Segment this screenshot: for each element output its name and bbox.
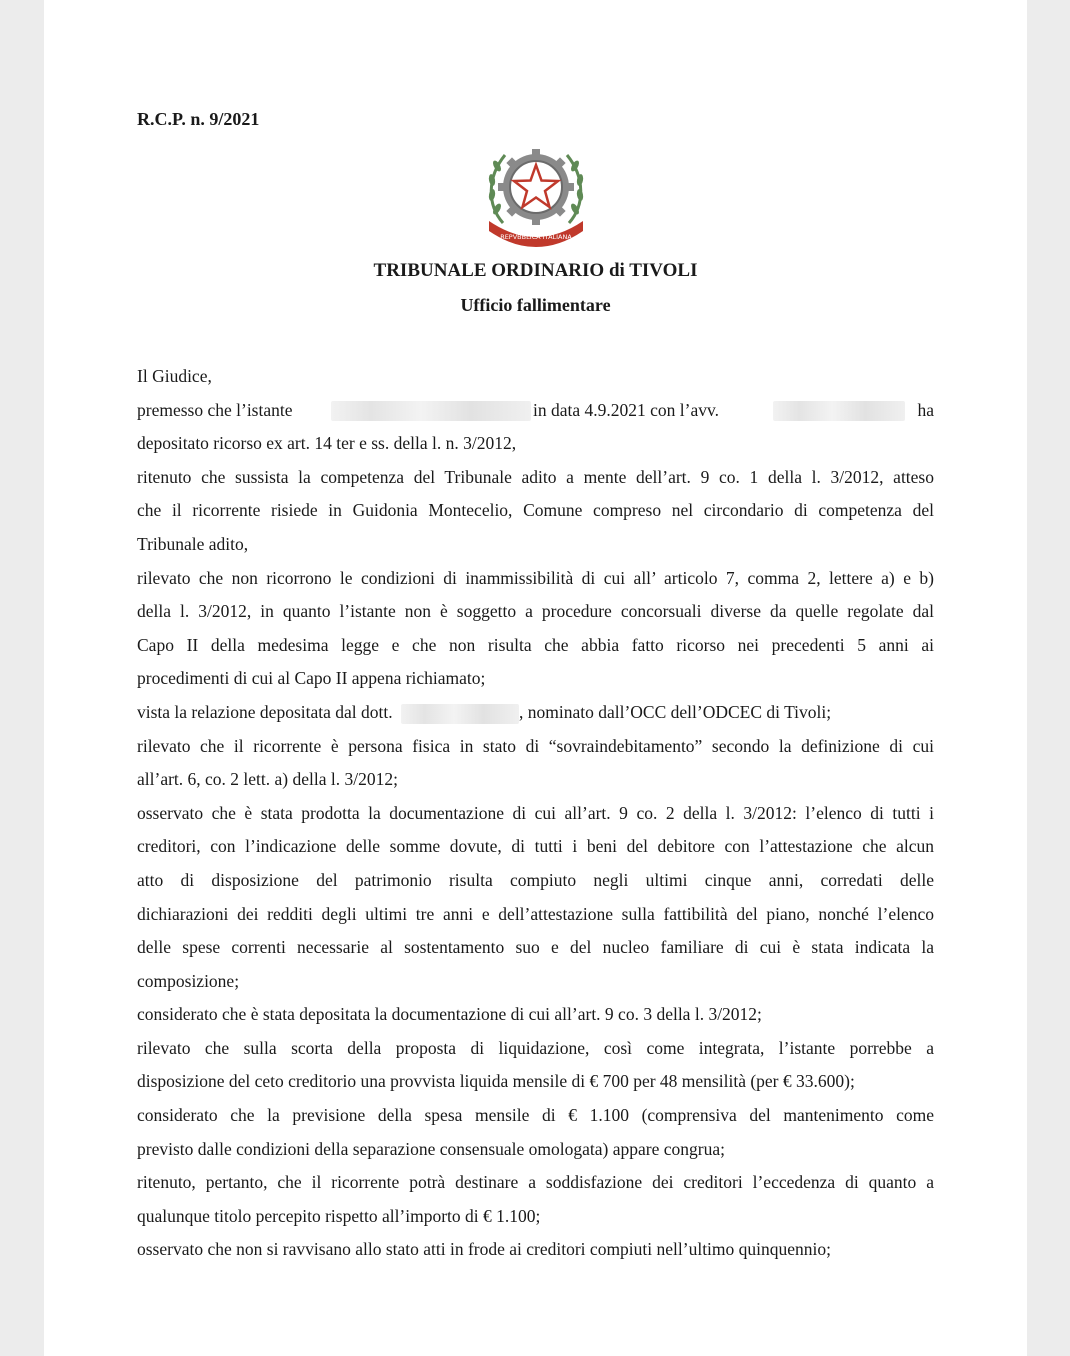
text-line: Capo II della medesima legge e che non risulta che abbia fatto ricorso nei precedenti 5 anni ai: [137, 634, 934, 655]
text-line: dichiarazioni dei redditi degli ultimi tre anni e dell’attestazione sulla fattibilità del piano, nonché l’elenco: [137, 903, 934, 924]
text-line: considerato che la previsione della spesa mensile di € 1.100 (comprensiva del mantenimento come: [137, 1105, 934, 1126]
text-line: Il Giudice,: [137, 366, 212, 386]
text-segment: in data 4.9.2021 con l’avv.: [533, 399, 719, 420]
text-line: procedimenti di cui al Capo II appena richiamato;: [137, 668, 486, 689]
text-line: depositato ricorso ex art. 14 ter e ss. della l. n. 3/2012,: [137, 433, 517, 454]
court-name: TRIBUNALE ORDINARIO di TIVOLI: [373, 260, 698, 281]
text-line: creditori, con l’indicazione delle somme dovute, di tutti i beni del debitore con l’attestazione che alcun: [137, 836, 934, 857]
text-line: rilevato che non ricorrono le condizioni di inammissibilità di cui all’ articolo 7, comma 2, lettere a) e b): [137, 567, 934, 588]
text-line: all’art. 6, co. 2 lett. a) della l. 3/2012;: [137, 769, 398, 790]
repubblica-italiana-emblem-icon: [481, 135, 591, 250]
text-line-with-redactions: [137, 696, 934, 730]
text-line: osservato che non si ravvisano allo stato atti in frode ai creditori compiuti nell’ultimo quinquennio;: [137, 1239, 832, 1260]
document-page: [44, 0, 1027, 1356]
text-line: considerato che è stata depositata la documentazione di cui all’art. 9 co. 3 della l. 3/2012;: [137, 1004, 762, 1025]
text-line: che il ricorrente risiede in Guidonia Montecelio, Comune compreso nel circondario di competenza del: [137, 500, 934, 521]
text-line: rilevato che il ricorrente è persona fisica in stato di “sovraindebitamento” secondo la definizione di cui: [137, 735, 934, 756]
redacted-name: [331, 401, 531, 421]
text-line: atto di disposizione del patrimonio risulta compiuto negli ultimi cinque anni, corredati delle: [137, 869, 934, 890]
text-line: disposizione del ceto creditorio una provvista liquida mensile di € 700 per 48 mensilità (per € 33.600);: [137, 1071, 855, 1092]
emblem-ribbon-text: REPVBBLICA ITALIANA: [500, 233, 572, 241]
text-segment: ha: [917, 399, 934, 420]
document-body: [137, 360, 934, 1267]
text-segment: , nominato dall’OCC dell’ODCEC di Tivoli;: [518, 701, 832, 722]
text-line: osservato che è stata prodotta la documentazione di cui all’art. 9 co. 2 della l. 3/2012: l’elenco di tutti i: [137, 802, 934, 823]
text-line: rilevato che sulla scorta della proposta di liquidazione, così come integrata, l’istante porrebbe a: [137, 1037, 934, 1058]
text-segment: vista la relazione depositata dal dott.: [137, 701, 393, 722]
redacted-name: [401, 704, 519, 724]
court-office: Ufficio fallimentare: [460, 295, 611, 315]
text-line: ritenuto, pertanto, che il ricorrente potrà destinare a soddisfazione dei creditori l’eccedenza di quanto a: [137, 1172, 934, 1193]
case-number: R.C.P. n. 9/2021: [137, 109, 260, 129]
text-line-with-redactions: [137, 394, 934, 428]
text-line: composizione;: [137, 970, 240, 991]
text-line: della l. 3/2012, in quanto l’istante non è soggetto a procedure concorsuali diverse da quelle regolate dal: [137, 601, 934, 622]
text-line: Tribunale adito,: [137, 533, 249, 554]
text-line: qualunque titolo percepito rispetto all’importo di € 1.100;: [137, 1205, 541, 1226]
text-segment: premesso che l’istante: [137, 399, 293, 420]
redacted-lawyer-name: [773, 401, 905, 421]
text-line: previsto dalle condizioni della separazione consensuale omologata) appare congrua;: [137, 1138, 725, 1159]
text-line: ritenuto che sussista la competenza del Tribunale adito a mente dell’art. 9 co. 1 della l. 3/2012, atteso: [137, 466, 934, 487]
text-line: delle spese correnti necessarie al sostentamento suo e del nucleo familiare di cui è stata indicata la: [137, 937, 934, 958]
